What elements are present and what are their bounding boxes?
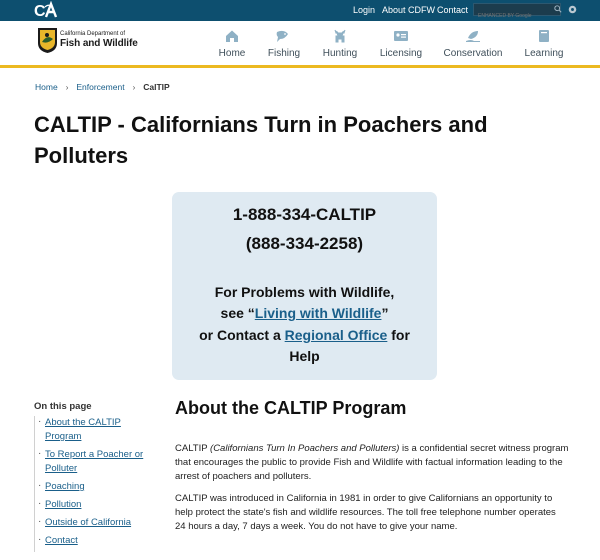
cdfw-logo-icon[interactable] [37,27,58,54]
living-with-wildlife-link[interactable]: Living with Wildlife [254,305,382,321]
caltip-callout [172,192,437,380]
svg-text:C: C [34,3,46,19]
list-item [35,498,152,512]
paragraph-history: CALTIP was introduced in California in 1981 in order to give Californians an opportunity to help protect the state's fish and wildlife resources. The toll free telephone number operates 24 hours a day, 7 days a week. You do not have to give your name. [175,493,556,533]
search-input[interactable] [474,11,560,22]
search-box [473,3,561,16]
on-this-page-heading: On this page [34,401,92,412]
license-icon [393,29,409,43]
list-item [35,416,152,444]
chevron-right-icon: › [132,82,136,92]
otp-link-pollution[interactable]: Pollution [45,499,82,510]
login-link[interactable]: Login [353,5,376,15]
breadcrumb [35,82,170,92]
contact-link[interactable]: Contact [437,5,469,15]
deer-icon [332,29,348,43]
otp-link-contact[interactable]: Contact [45,535,78,546]
conservation-icon [465,29,481,43]
regional-office-link[interactable]: Regional Office [284,327,388,343]
otp-link-poaching[interactable]: Poaching [45,481,85,492]
otp-link-about[interactable]: About the CALTIP Program [45,417,121,442]
search-icon[interactable] [554,5,562,13]
nav-label-conservation: Conservation [443,48,503,59]
nav-label-learning: Learning [524,48,564,59]
nav-label-licensing: Licensing [379,48,423,59]
phone-number-digits[interactable]: (888-334-2258) [245,234,364,253]
fish-icon [275,29,291,43]
page-title: CALTIP - Californians Turn in Poachers and Polluters [34,112,488,168]
main-header [0,21,600,68]
callout-line-1: For Problems with Wildlife, [214,284,395,300]
nav-label-hunting: Hunting [322,48,358,59]
on-this-page-list [34,416,152,552]
settings-icon[interactable] [568,5,577,14]
home-icon [224,29,240,43]
brand-title[interactable]: Fish and Wildlife [60,38,138,49]
callout-line-2: see “Living with Wildlife” [220,305,389,321]
breadcrumb-current: CalTIP [143,82,170,92]
nav-label-fishing: Fishing [267,48,301,59]
list-item [35,534,152,548]
section-title: About the CALTIP Program [175,398,407,418]
book-icon [536,29,552,43]
breadcrumb-enforcement[interactable]: Enforcement [76,82,125,92]
ca-logo-icon[interactable] [34,1,62,19]
paragraph-intro: CALTIP (Californians Turn In Poachers and Polluters) is a confidential secret witness program that encourages the public to provide Fish and Wildlife with factual information leading to the arrest of poachers and polluters. [175,443,569,483]
breadcrumb-home[interactable]: Home [35,82,58,92]
list-item [35,516,152,530]
chevron-right-icon: › [65,82,69,92]
phone-number-text[interactable]: 1-888-334-CALTIP [232,205,377,224]
list-item [35,480,152,494]
list-item [35,448,152,476]
callout-line-3: or Contact a Regional Office for [199,327,410,343]
otp-link-outside-california[interactable]: Outside of California [45,517,132,528]
otp-link-report[interactable]: To Report a Poacher or Polluter [45,449,144,474]
callout-line-4: Help [289,348,320,364]
about-cdfw-link[interactable]: About CDFW [382,5,436,15]
top-utility-bar [0,0,600,21]
brand-subtitle: California Department of [60,31,126,37]
nav-label-home: Home [218,48,246,59]
